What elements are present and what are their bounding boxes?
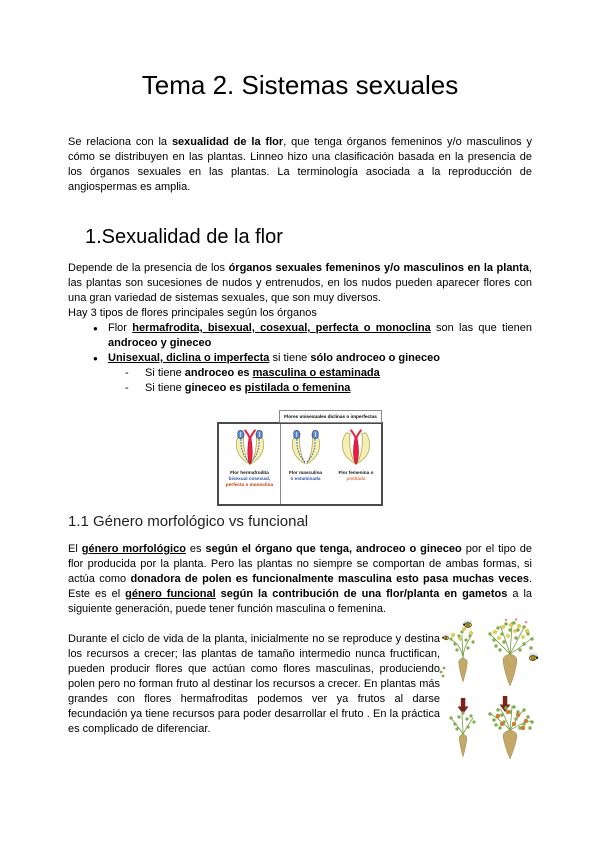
section-1-lead-in: Hay 3 tipos de flores principales según los órganos [68,307,317,319]
dash-icon: - [125,367,129,379]
list-item-hermafrodita [68,321,532,351]
plant-lifecycle-figure [438,618,553,766]
section-1-paragraph: Depende de la presencia de los órganos sexuales femeninos y/o masculinos en la planta, las plantas son sucesiones de nudos y entrenudos, en los nudos pueden aparecer flores con una gran variedad de sistemas sexuales, que son muy diversos. [68,262,532,304]
list-item-text: Flor hermafrodita, bisexual, cosexual, perfecta o monoclina son las que tienen androceo y gineceo [108,322,532,349]
pistil [247,437,251,465]
small-vegetative-plant [449,711,475,757]
figure-frame [217,422,383,506]
bee-icon [463,621,472,628]
genero-paragraph: El género morfológico es según el órgano que tenga, androceo o gineceo por el tipo de flor producida por la planta. Pero las plantas no siempre se comportan de ambas formas, si actúa como donadora de polen es funcionalmente masculina esto pasa muchas veces. Este es el género funcional según la contribución de una flor/planta en gametos a la siguiente generación, puede tener función masculina o femenina. [68,543,533,615]
list-item-text: Unisexual, diclina o imperfecta si tiene sólo androceo o gineceo [108,352,440,364]
section-1-heading: 1.Sexualidad de la flor [85,226,283,248]
hermaphrodite-flower-label: Flor hermafrodita bisexual cosexual, perfecta o monoclina [225,470,274,487]
plant-lifecycle-illustration [438,618,553,766]
hermaphrodite-flower-cell [219,424,280,504]
document-title: Tema 2. Sistemas sexuales [141,70,459,100]
male-flower-icon [284,427,328,468]
list-item-text: Si tiene androceo es masculina o estaminada [145,367,380,379]
bullet-icon: ● [93,324,98,333]
intro-paragraph: Se relaciona con la sexualidad de la flor, que tenga órganos femeninos y/o masculinos y cómo se distribuyen en las plantas. Linneo hizo una clasificación basada en la presencia de los órganos sexuales en las plantas. La terminología asociada a la reproducción de angiospermas es amplia. [68,136,533,193]
female-flower-label: Flor femenina o pistilada [338,470,374,481]
pistil [353,437,358,465]
bee-icon [442,635,449,640]
sublist-item-androceo [68,366,532,381]
small-flowering-plant [449,627,474,682]
large-flowering-plant [488,618,533,686]
list-item-unisexual [68,351,532,366]
figure-header-label: Flores unisexuales diclinas o imperfectas [279,410,382,423]
anthers [293,430,317,438]
male-flower-cell [280,424,331,504]
list-item-text: Si tiene gineceo es pistilada o femenina [145,382,351,394]
dash-icon: - [125,382,129,394]
edge-sprig [440,667,446,678]
flower-types-figure [217,410,383,506]
sublist-item-gineceo [68,381,532,396]
hermaphrodite-flower-icon [228,427,272,468]
large-fruiting-plant [488,705,533,759]
bullet-icon: ● [93,354,98,363]
section-1-1-heading: 1.1 Género morfológico vs funcional [68,513,309,530]
male-flower-label: Flor masculina o estaminada [288,470,323,481]
ciclo-vida-paragraph: Durante el ciclo de vida de la planta, inicialmente no se reproduce y destina los recursos a crecer; las plantas de tamaño intermedio nunca fructifican, pueden producir flores que actúan como flores masculinas, produciendo polen pero no forman fruto al destinar los recursos a crecer. En plantas más grandes con flores hermafroditas podemos ver ya frutos al darse fecundación ya tiene recursos para poder desarrollar el fruto . En la práctica es complicado de diferenciar. [68,633,440,735]
bee-icon [529,653,538,660]
female-flower-icon [334,427,378,468]
arrow-down-icon [500,696,511,712]
female-flower-cell [331,424,381,504]
